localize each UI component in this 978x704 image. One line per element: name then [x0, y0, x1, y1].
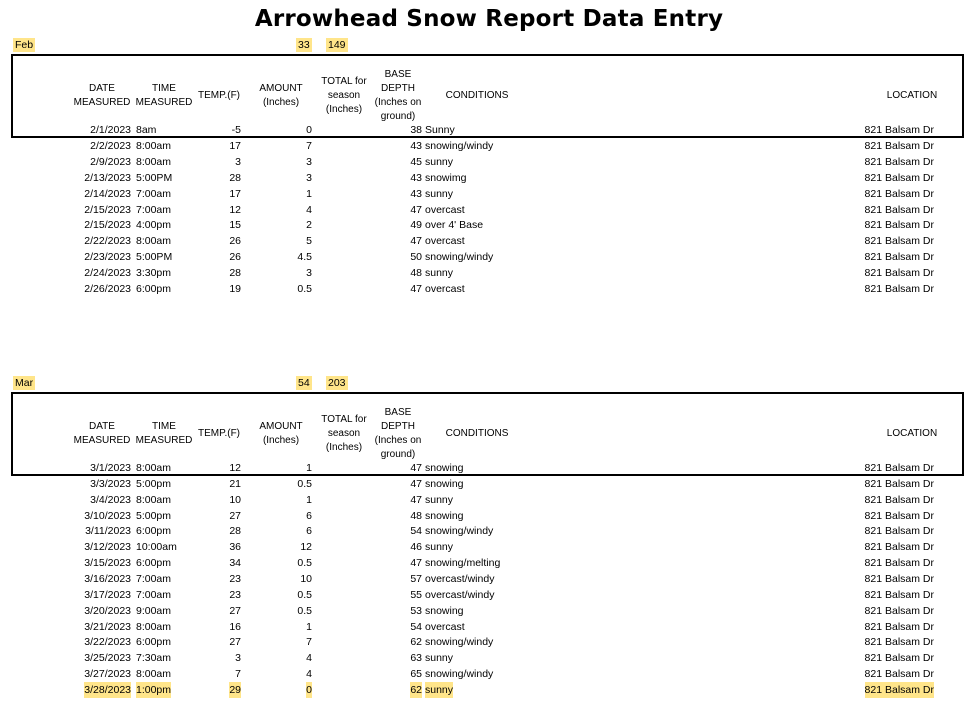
cell-date: 2/24/2023: [84, 267, 131, 280]
cell-amount: 4: [306, 668, 312, 681]
cell-base: 54: [410, 620, 422, 633]
cell-temp: 7: [235, 668, 241, 681]
cell-conditions: sunny: [425, 155, 454, 168]
cell-conditions: snowing/windy: [425, 251, 494, 264]
table-row: [0, 555, 978, 571]
table-row: [0, 476, 978, 492]
cell-time: 3:30pm: [136, 267, 172, 280]
cell-conditions: snowing: [425, 604, 464, 617]
cell-date: 2/2/2023: [90, 139, 131, 152]
table-row: [0, 492, 978, 508]
cell-amount: 7: [306, 636, 312, 649]
cell-temp: 3: [235, 652, 241, 665]
cell-time: 8:00am: [136, 462, 172, 474]
cell-location: 821 Balsam Dr: [864, 604, 934, 617]
cell-location: 821 Balsam Dr: [864, 509, 934, 522]
cell-conditions: snowing: [425, 462, 464, 474]
cell-temp: 12: [229, 462, 241, 474]
table-row: [0, 619, 978, 635]
cell-time: 4:00pm: [136, 219, 172, 232]
table-row: [0, 281, 978, 297]
table-row: [0, 571, 978, 587]
cell-amount: 0: [306, 683, 312, 696]
column-header-text: TOTAL for season (Inches): [321, 75, 367, 115]
cell-conditions: sunny: [425, 187, 454, 200]
cell-base: 62: [410, 683, 422, 696]
cell-time: 8:00am: [136, 235, 172, 248]
cell-temp: 28: [229, 267, 241, 280]
table-row: [0, 523, 978, 539]
cell-amount: 0.5: [297, 604, 312, 617]
cell-amount: 0.5: [297, 283, 312, 295]
cell-amount: 1: [306, 187, 312, 200]
cell-base: 49: [410, 219, 422, 232]
cell-temp: 21: [229, 477, 241, 490]
cell-time: 5:00pm: [136, 477, 172, 490]
cell-conditions: snowing/windy: [425, 636, 494, 649]
cell-amount: 10: [300, 572, 312, 585]
cell-time: 8am: [136, 124, 157, 136]
page-title: Arrowhead Snow Report Data Entry: [254, 6, 724, 32]
month-amount-total: 33: [298, 39, 310, 51]
cell-amount: 4.5: [297, 251, 312, 264]
cell-conditions: snowing: [425, 509, 464, 522]
cell-amount: 12: [300, 541, 312, 554]
cell-date: 3/12/2023: [84, 541, 131, 554]
cell-date: 2/13/2023: [84, 171, 131, 184]
table-row: [0, 682, 978, 698]
cell-date: 2/9/2023: [90, 155, 131, 168]
column-header-text: DATE MEASURED: [73, 420, 131, 446]
cell-conditions: Sunny: [425, 124, 455, 136]
cell-temp: 26: [229, 251, 241, 264]
table-row: [0, 138, 978, 154]
column-header-text: TOTAL for season (Inches): [321, 413, 367, 453]
cell-base: 47: [410, 235, 422, 248]
table-row: [0, 650, 978, 666]
cell-conditions: overcast/windy: [425, 572, 495, 585]
cell-base: 65: [410, 668, 422, 681]
cell-date: 3/4/2023: [90, 493, 131, 506]
table-row: [0, 249, 978, 265]
column-header-text: BASE DEPTH (Inches on ground): [374, 406, 422, 460]
cell-base: 47: [410, 462, 422, 474]
cell-location: 821 Balsam Dr: [864, 588, 934, 601]
cell-temp: 26: [229, 235, 241, 248]
table-row: [0, 154, 978, 170]
cell-temp: 16: [229, 620, 241, 633]
cell-temp: 3: [235, 155, 241, 168]
cell-time: 7:00am: [136, 588, 172, 601]
column-header-text: TEMP.(F): [197, 89, 241, 101]
cell-date: 3/20/2023: [84, 604, 131, 617]
cell-amount: 1: [306, 493, 312, 506]
cell-conditions: snowing/windy: [425, 139, 494, 152]
cell-location: 821 Balsam Dr: [864, 572, 934, 585]
table-row: [0, 539, 978, 555]
cell-conditions: overcast: [425, 203, 465, 216]
cell-location: 821 Balsam Dr: [864, 652, 934, 665]
cell-conditions: sunny: [425, 683, 454, 696]
cell-time: 5:00PM: [136, 251, 173, 264]
table-row: [0, 666, 978, 682]
cell-conditions: snowimg: [425, 171, 467, 184]
cell-amount: 0.5: [297, 477, 312, 490]
cell-conditions: overcast: [425, 283, 465, 295]
cell-date: 3/15/2023: [84, 557, 131, 570]
cell-conditions: snowing: [425, 477, 464, 490]
cell-temp: 28: [229, 171, 241, 184]
cell-date: 3/10/2023: [84, 509, 131, 522]
cell-base: 63: [410, 652, 422, 665]
column-header-text: CONDITIONS: [445, 427, 509, 439]
month-label: Mar: [15, 377, 34, 389]
cell-conditions: snowing/windy: [425, 668, 494, 681]
cell-temp: 27: [229, 509, 241, 522]
table-row: [0, 603, 978, 619]
cell-location: 821 Balsam Dr: [864, 620, 934, 633]
table-row: [0, 186, 978, 202]
cell-base: 54: [410, 525, 422, 538]
cell-base: 50: [410, 251, 422, 264]
cell-location: 821 Balsam Dr: [864, 235, 934, 248]
cell-time: 6:00pm: [136, 525, 172, 538]
column-header-text: TEMP.(F): [197, 427, 241, 439]
cell-time: 5:00PM: [136, 171, 173, 184]
cell-date: 2/23/2023: [84, 251, 131, 264]
cell-base: 47: [410, 493, 422, 506]
cell-time: 10:00am: [136, 541, 177, 554]
cell-time: 8:00am: [136, 668, 172, 681]
cell-time: 8:00am: [136, 493, 172, 506]
cell-amount: 3: [306, 171, 312, 184]
column-header-text: TIME MEASURED: [135, 420, 193, 446]
cell-date: 3/17/2023: [84, 588, 131, 601]
cell-amount: 4: [306, 203, 312, 216]
cell-amount: 1: [306, 620, 312, 633]
cell-date: 2/15/2023: [84, 203, 131, 216]
season-total: 149: [328, 39, 346, 51]
cell-time: 7:00am: [136, 572, 172, 585]
cell-temp: 27: [229, 604, 241, 617]
column-header-text: TIME MEASURED: [135, 82, 193, 108]
cell-date: 3/1/2023: [90, 462, 131, 474]
cell-amount: 0.5: [297, 588, 312, 601]
cell-location: 821 Balsam Dr: [864, 219, 934, 232]
cell-base: 43: [410, 171, 422, 184]
cell-conditions: snowing/melting: [425, 557, 501, 570]
column-header-text: LOCATION: [886, 89, 938, 101]
cell-amount: 0: [306, 124, 312, 136]
cell-temp: 28: [229, 525, 241, 538]
cell-location: 821 Balsam Dr: [864, 462, 934, 474]
table-row: [0, 634, 978, 650]
table-row: [0, 217, 978, 233]
cell-temp: 10: [229, 493, 241, 506]
cell-location: 821 Balsam Dr: [864, 124, 934, 136]
cell-amount: 6: [306, 525, 312, 538]
cell-date: 3/3/2023: [90, 477, 131, 490]
cell-amount: 0.5: [297, 557, 312, 570]
season-total: 203: [328, 377, 346, 389]
cell-base: 62: [410, 636, 422, 649]
cell-location: 821 Balsam Dr: [864, 171, 934, 184]
cell-date: 3/21/2023: [84, 620, 131, 633]
cell-temp: -5: [231, 124, 241, 136]
cell-temp: 19: [229, 283, 241, 295]
cell-time: 7:00am: [136, 187, 172, 200]
cell-date: 3/22/2023: [84, 636, 131, 649]
cell-time: 6:00pm: [136, 557, 172, 570]
table-row: [0, 170, 978, 186]
cell-base: 46: [410, 541, 422, 554]
table-row: [0, 233, 978, 249]
cell-location: 821 Balsam Dr: [864, 155, 934, 168]
cell-temp: 15: [229, 219, 241, 232]
cell-location: 821 Balsam Dr: [864, 251, 934, 264]
month-summary-row: [0, 38, 978, 52]
cell-base: 43: [410, 187, 422, 200]
cell-date: 2/26/2023: [84, 283, 131, 295]
cell-location: 821 Balsam Dr: [864, 187, 934, 200]
cell-location: 821 Balsam Dr: [864, 557, 934, 570]
cell-time: 8:00am: [136, 155, 172, 168]
cell-amount: 4: [306, 652, 312, 665]
cell-location: 821 Balsam Dr: [864, 683, 934, 696]
cell-temp: 17: [229, 139, 241, 152]
column-header-text: DATE MEASURED: [73, 82, 131, 108]
cell-base: 45: [410, 155, 422, 168]
cell-time: 7:30am: [136, 652, 172, 665]
cell-location: 821 Balsam Dr: [864, 139, 934, 152]
cell-time: 6:00pm: [136, 636, 172, 649]
cell-location: 821 Balsam Dr: [864, 493, 934, 506]
cell-date: 2/14/2023: [84, 187, 131, 200]
column-header-text: CONDITIONS: [445, 89, 509, 101]
cell-time: 9:00am: [136, 604, 172, 617]
cell-location: 821 Balsam Dr: [864, 525, 934, 538]
cell-temp: 17: [229, 187, 241, 200]
cell-temp: 12: [229, 203, 241, 216]
table-row: [0, 508, 978, 524]
cell-amount: 1: [306, 462, 312, 474]
cell-time: 1:00pm: [136, 683, 172, 696]
table-row: [0, 460, 978, 476]
cell-location: 821 Balsam Dr: [864, 668, 934, 681]
cell-location: 821 Balsam Dr: [864, 267, 934, 280]
cell-base: 53: [410, 604, 422, 617]
cell-temp: 27: [229, 636, 241, 649]
cell-temp: 29: [229, 683, 241, 696]
cell-date: 3/27/2023: [84, 668, 131, 681]
cell-location: 821 Balsam Dr: [864, 203, 934, 216]
cell-time: 8:00am: [136, 139, 172, 152]
table-row: [0, 122, 978, 138]
cell-base: 43: [410, 139, 422, 152]
cell-temp: 23: [229, 572, 241, 585]
cell-date: 3/25/2023: [84, 652, 131, 665]
month-amount-total: 54: [298, 377, 310, 389]
cell-amount: 7: [306, 139, 312, 152]
cell-conditions: over 4' Base: [425, 219, 484, 232]
cell-date: 2/1/2023: [90, 124, 131, 136]
column-header-text: LOCATION: [886, 427, 938, 439]
cell-date: 3/28/2023: [84, 683, 131, 696]
cell-base: 48: [410, 509, 422, 522]
cell-location: 821 Balsam Dr: [864, 636, 934, 649]
cell-conditions: sunny: [425, 267, 454, 280]
month-label: Feb: [15, 39, 34, 51]
cell-conditions: sunny: [425, 493, 454, 506]
cell-base: 48: [410, 267, 422, 280]
cell-date: 2/15/2023: [84, 219, 131, 232]
cell-temp: 34: [229, 557, 241, 570]
cell-base: 47: [410, 477, 422, 490]
cell-conditions: sunny: [425, 652, 454, 665]
month-summary-row: [0, 376, 978, 390]
cell-location: 821 Balsam Dr: [864, 541, 934, 554]
cell-location: 821 Balsam Dr: [864, 283, 934, 295]
column-header-text: AMOUNT (Inches): [259, 420, 303, 446]
cell-amount: 3: [306, 267, 312, 280]
cell-conditions: overcast: [425, 235, 465, 248]
table-row: [0, 587, 978, 603]
cell-base: 47: [410, 283, 422, 295]
cell-base: 55: [410, 588, 422, 601]
table-row: [0, 265, 978, 281]
cell-amount: 3: [306, 155, 312, 168]
cell-temp: 36: [229, 541, 241, 554]
table-row: [0, 202, 978, 218]
cell-date: 2/22/2023: [84, 235, 131, 248]
column-header-text: AMOUNT (Inches): [259, 82, 303, 108]
cell-base: 47: [410, 203, 422, 216]
cell-date: 3/11/2023: [85, 525, 131, 538]
cell-time: 6:00pm: [136, 283, 172, 295]
cell-time: 7:00am: [136, 203, 172, 216]
cell-base: 38: [410, 124, 422, 136]
cell-temp: 23: [229, 588, 241, 601]
cell-time: 8:00am: [136, 620, 172, 633]
cell-amount: 5: [306, 235, 312, 248]
cell-time: 5:00pm: [136, 509, 172, 522]
cell-location: 821 Balsam Dr: [864, 477, 934, 490]
cell-date: 3/16/2023: [84, 572, 131, 585]
cell-conditions: overcast: [425, 620, 465, 633]
column-header-text: BASE DEPTH (Inches on ground): [374, 68, 422, 122]
cell-conditions: sunny: [425, 541, 454, 554]
cell-amount: 6: [306, 509, 312, 522]
cell-conditions: overcast/windy: [425, 588, 495, 601]
cell-base: 47: [410, 557, 422, 570]
cell-conditions: snowing/windy: [425, 525, 494, 538]
cell-base: 57: [410, 572, 422, 585]
cell-amount: 2: [306, 219, 312, 232]
